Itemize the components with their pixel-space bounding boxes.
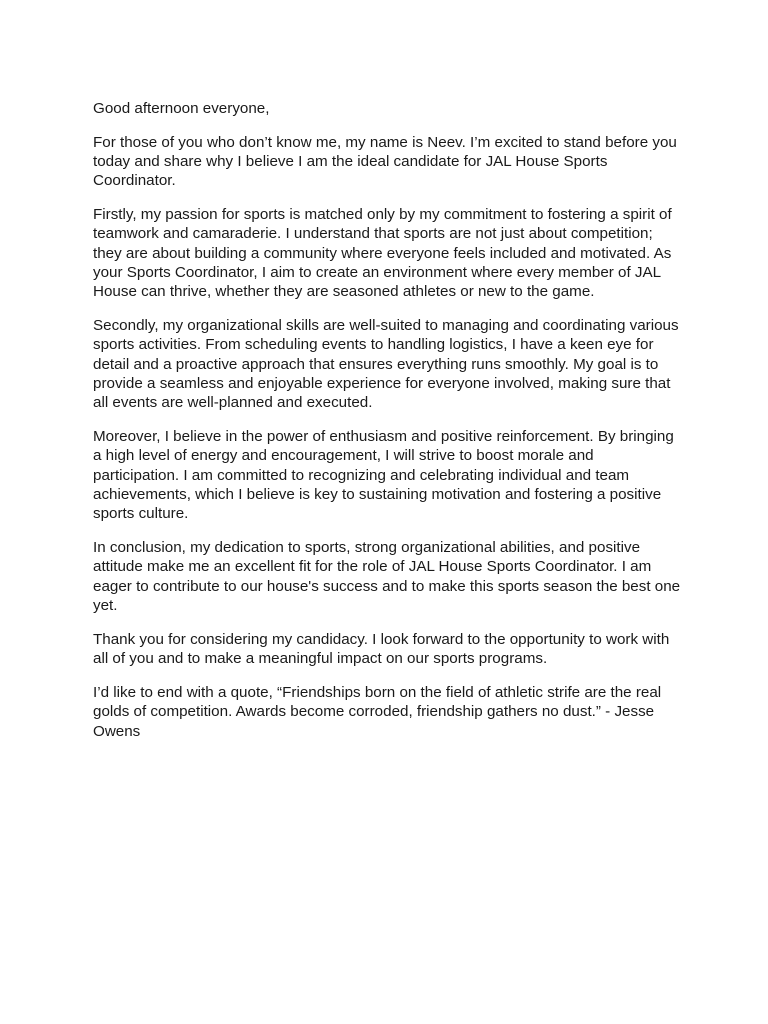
greeting-paragraph: Good afternoon everyone, bbox=[93, 100, 270, 117]
passion-paragraph: Firstly, my passion for sports is matched only by my commitment to fostering a spirit of teamwork and camaraderie. I understand that sports are not just about competition; they are about building a community where everyone feels included and motivated. As your Sports Coordinator, I aim to create an environment where every member of JAL House can thrive, whether they are seasoned athletes or new to the game. bbox=[93, 206, 672, 301]
quote-paragraph: I’d like to end with a quote, “Friendships born on the field of athletic strife are the real golds of competition. Awards become corroded, friendship gathers no dust.” - Jesse Owens bbox=[93, 683, 662, 740]
introduction-paragraph: For those of you who don’t know me, my name is Neev. I’m excited to stand before you today and share why I believe I am the ideal candidate for JAL House Sports Coordinator. bbox=[93, 133, 677, 190]
conclusion-paragraph: In conclusion, my dedication to sports, strong organizational abilities, and positive attitude make me an excellent fit for the role of JAL House Sports Coordinator. I am eager to contribute to our house's success and to make this sports season the best one yet. bbox=[93, 539, 681, 615]
enthusiasm-paragraph: Moreover, I believe in the power of enthusiasm and positive reinforcement. By bringing a high level of energy and encouragement, I will strive to boost morale and participation. I am committed to recognizing and celebrating individual and team achievements, which I believe is key to sustaining motivation and fostering a positive sports culture. bbox=[93, 428, 674, 523]
speech-body bbox=[93, 99, 683, 755]
organization-paragraph: Secondly, my organizational skills are well-suited to managing and coordinating various sports activities. From scheduling events to handling logistics, I have a keen eye for detail and a proactive approach that ensures everything runs smoothly. My goal is to provide a seamless and enjoyable experience for everyone involved, making sure that all events are well-planned and executed. bbox=[93, 317, 679, 412]
thanks-paragraph: Thank you for considering my candidacy. I look forward to the opportunity to work with all of you and to make a meaningful impact on our sports programs. bbox=[93, 630, 670, 668]
